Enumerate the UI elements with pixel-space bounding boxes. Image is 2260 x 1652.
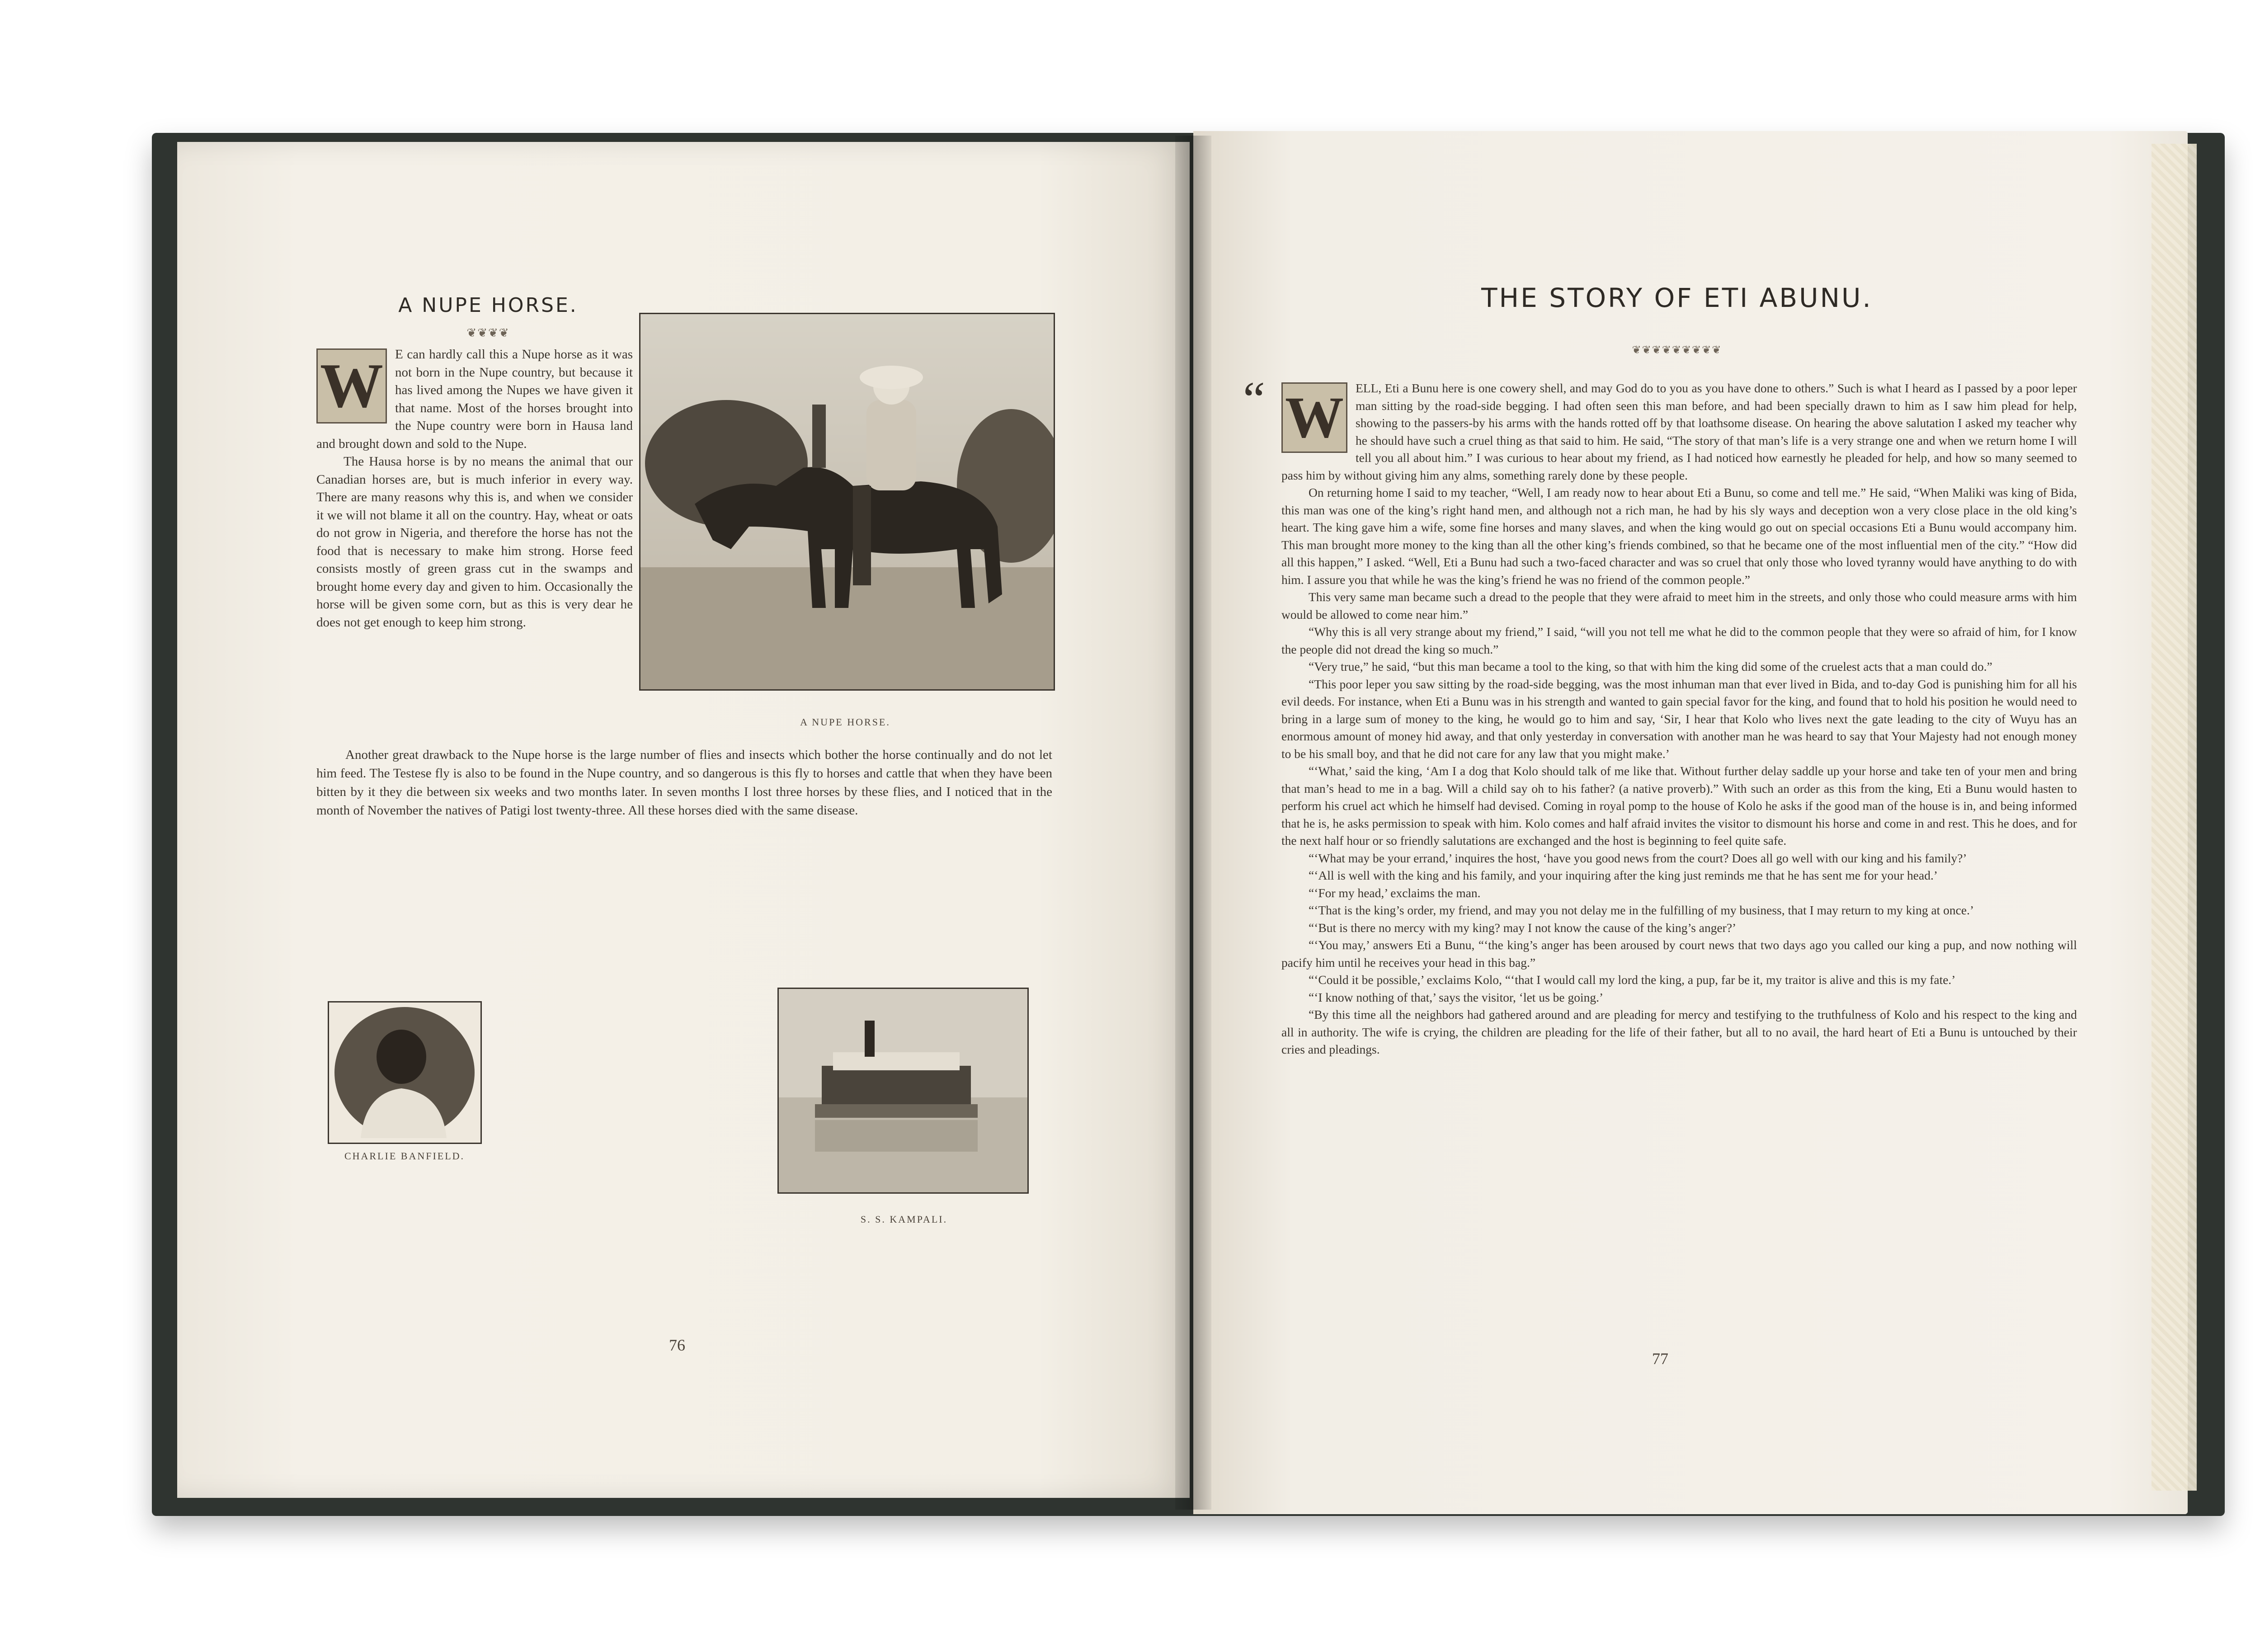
left-paragraph-3: Another great drawback to the Nupe horse is the large number of flies and insects which bother the horse continually and do not let him feed. The Testese fly is also to be found in the Nupe country, and so dangerous is this fly to horses and cattle that when they have been bitten by it they die between six weeks and two months later. In seven months I lost three horses by these flies, and I noticed that in the month of November the natives of Patigi lost twenty-three. All these horses died with the same disease. (316, 748, 1052, 818)
right-dropcap: W (1281, 382, 1347, 453)
left-page-title: A NUPE HORSE. (398, 294, 578, 317)
right-paragraph-1: ELL, Eti a Bunu here is one cowery shell, and may God do to you as you have done to others.” Such is what I heard as I passed by a poor leper man sitting by the road-side begging. I had often seen this man before, and had been specially drawn to him as I saw him plead for help, showing to the passers-by his arms with the hands rotted off by that loathsome disease. On hearing the above salutation I asked my teacher why he should have such a cruel thing as that said to him. He said, “The story of that man’s life is a very strange one and when we return home I will tell you all about him.” I was curious to hear about my friend, as I had noticed how earnestly he pleaded for help, and how so many seemed to pass him by without giving him any alms, something rarely done by these people. (1281, 381, 2077, 482)
nupe-horse-caption: A NUPE HORSE. (800, 716, 890, 728)
left-paragraph-2: The Hausa horse is by no means the animal that our Canadian horses are, but is much inferior in every way. There are many reasons why this is, and when we consider it we will not blame it all on the country. Hay, wheat or oats do not grow in Nigeria, and therefore the horse has not the food that is necessary to make him strong. Horse feed consists mostly of green grass cut in the swamps and brought home every day and given to him. Occasionally the horse will be given some corn, but as this is very dear he does not get enough to keep him strong. (316, 454, 633, 630)
opening-quote-mark: “ (1243, 372, 1265, 427)
right-story-text (1281, 380, 2077, 1059)
right-paragraph-14: “‘Could it be possible,’ exclaims Kolo, “‘that I would call my lord the king, a pup, far be it, my traitor is alive and this is my fate.’ (1309, 973, 1956, 987)
horse-rider-illustration (640, 314, 1054, 689)
ss-kampali-photo (777, 988, 1029, 1194)
book-gutter (1175, 136, 1211, 1510)
right-paragraph-3: This very same man became such a dread to the people that they were afraid to meet him in the streets, and only those who could measure arms with him would be allowed to come near him.” (1281, 590, 2077, 621)
right-paragraph-2: On returning home I said to my teacher, “Well, I am ready now to hear about Eti a Bunu, so come and tell me.” He said, “When Maliki was king of Bida, this man was one of the king’s right hand men, and although not a rich man, he had by his sly ways and deception won a very close place in the old king’s heart. The king gave him a wife, some fine horses and many slaves, and when the king would go out on special occasions Eti a Bunu would accompany him. This man brought more money to the king than all the other king’s friends combined, so that he became one of the most influential men of the city.” “How did all this happen,” I asked. “Well, Eti a Bunu had such a two-faced character and was so cruel that only those who loved tyranny would have anything to do with him. I assure you that while he was the king’s friend he was no friend of the common people.” (1281, 485, 2077, 587)
right-paragraph-10: “‘For my head,’ exclaims the man. (1309, 885, 1481, 900)
charlie-banfield-photo (328, 1001, 482, 1144)
left-dropcap: W (316, 348, 387, 424)
right-paragraph-11: “‘That is the king’s order, my friend, and may you not delay me in the fulfilling of my business, that I may return to my king at once.’ (1309, 903, 1974, 917)
charlie-banfield-caption: CHARLIE BANFIELD. (344, 1150, 465, 1162)
left-page-number: 76 (669, 1336, 685, 1354)
right-paragraph-15: “‘I know nothing of that,’ says the visitor, ‘let us be going.’ (1309, 990, 1604, 1004)
right-paragraph-7: “‘What,’ said the king, ‘Am I a dog that Kolo should talk of me like that. Without further delay saddle up your horse and take ten of your men and bring that man’s head to me in a bag. Will a child say oh to his father? (a native proverb).” With such an order as this from the king, Eti a Bunu would hasten to perform his cruel act which he himself had devised. Coming in royal pomp to the house of Kolo he asks if the good man of the house is in, and being informed that he is, he asks permission to speak with him. Kolo comes and half afraid invites the visitor to dismount his horse and come in and rest. This he does, and for the next half hour or so friendly salutations are exchanged and the host is beginning to feel quite safe. (1281, 764, 2077, 847)
right-paragraph-6: “This poor leper you saw sitting by the road-side begging, was the most inhuman man that ever lived in Bida, and to-day God is punishing him for all his evil deeds. For instance, when Eti a Bunu was in his strength and wanted to gain special favor for the king, and found that to hold his position he would need to bring in a large sum of money to the king, he would go to him and say, ‘Sir, I hear that Kolo who lives next the gate leading to the city of Wuyu has an enormous amount of money hid away, and that only yesterday in conversation with another man he was heard to say that Your Majesty had not enough money to be his small boy, and that he did not care for any law that you might make.’ (1281, 677, 2077, 761)
ss-kampali-caption: S. S. KAMPALI. (860, 1214, 948, 1225)
left-paragraph-1: E can hardly call this a Nupe horse as it was not born in the Nupe country, but because it has lived among the Nupes we have given it that name. Most of the horses brought into the Nupe country were born in Hausa land and brought down and sold to the Nupe. (316, 347, 633, 451)
right-paragraph-12: “‘But is there no mercy with my king? may I not know the cause of the king’s anger?’ (1309, 920, 1737, 935)
steamboat-illustration (779, 989, 1027, 1192)
left-intro-text (316, 346, 633, 631)
right-title-ornament: ❦❦❦❦❦❦❦❦❦ (1632, 344, 1722, 356)
right-paragraph-16: “By this time all the neighbors had gathered around and are pleading for mercy and testifying to the truthfulness of Kolo and his respect to the king and all in authority. The wife is crying, the children are pleading for the life of their father, but all to no avail, the hard heart of Eti a Bunu is untouched by their cries and pleadings. (1281, 1007, 2077, 1056)
right-paragraph-4: “Why this is all very strange about my friend,” I said, “will you not tell me what he did to the common people that they were so afraid of him, for I know the people did not dread the king so much.” (1281, 625, 2077, 656)
endpaper-edge (2152, 144, 2197, 1491)
right-paragraph-5: “Very true,” he said, “but this man became a tool to the king, so that with him the king did some of the cruelest acts that a man could do.” (1309, 659, 1992, 673)
left-title-ornament: ❦❦❦❦ (466, 326, 510, 339)
right-page-number: 77 (1652, 1350, 1668, 1368)
right-paragraph-8: “‘What may be your errand,’ inquires the host, ‘have you good news from the court? Does all go well with our king and his family?’ (1309, 851, 1967, 865)
right-paragraph-13: “‘You may,’ answers Eti a Bunu, “‘the king’s anger has been aroused by court news that two days ago you called our king a pup, and now nothing will pacify him until he receives your head in this bag.” (1281, 938, 2077, 970)
right-page-title: THE STORY OF ETI ABUNU. (1481, 282, 1873, 313)
portrait-illustration (329, 1002, 480, 1143)
right-paragraph-9: “‘All is well with the king and his family, and your inquiring after the king just reminds me that he has sent me for your head.’ (1309, 868, 1938, 882)
nupe-horse-photo (639, 313, 1055, 691)
